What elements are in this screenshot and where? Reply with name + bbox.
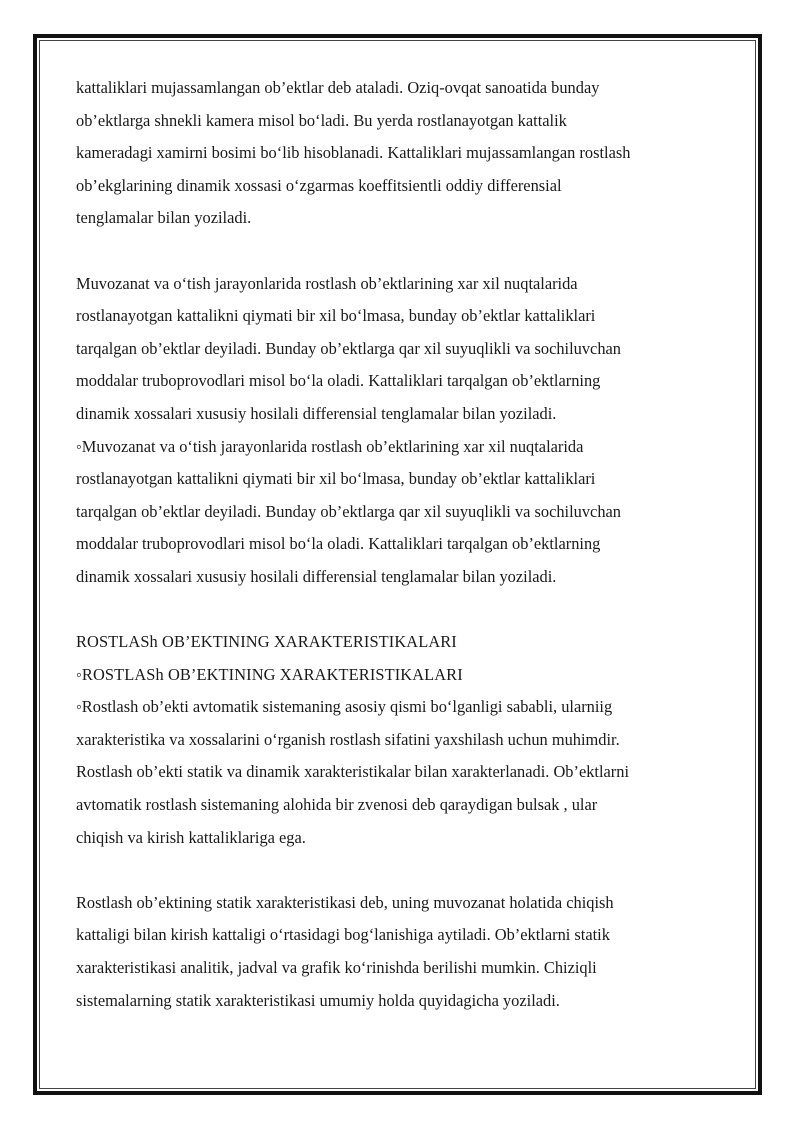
- paragraph-mujassamlangan-objects: kattaliklari mujassamlangan ob’ektlar deb ataladi. Oziq-ovqat sanoatida bunday ob’ektlarga shnekli kamera misol bo‘ladi. Bu yerda rostlanayotgan kattalik kameradagi xamirni bosimi bo‘lib hisoblanadi. Kattaliklari mujassamlangan rostlash ob’ekglarining dinamik xossasi o‘zgarmas koeffitsientli oddiy differensial tenglamalar bilan yoziladi.: [76, 78, 631, 228]
- paragraph-spacer: [76, 594, 728, 627]
- section-heading-duplicate: ◦ROSTLASh OB’EKTINING XARAKTERISTIKALARI: [76, 664, 463, 684]
- paragraph-tarqalgan-objects-duplicate: ◦Muvozanat va o‘tish jarayonlarida rostlash ob’ektlarining xar xil nuqtalarida rostlanayotgan kattalikni qiymati bir xil bo‘lmasa, bunday ob’ektlar kattaliklari tarqalgan ob’ektlar deyiladi. Bunday ob’ektlarga qar xil suyuqlikli va sochiluvchan moddalar truboprovodlari misol bo‘la oladi. Kattaliklari tarqalgan ob’ektlarning dinamik xossalari xususiy hosilali differensial tenglamalar bilan yoziladi.: [76, 436, 621, 586]
- paragraph-spacer: [76, 235, 728, 268]
- document-body: [76, 72, 728, 1017]
- paragraph-spacer: [76, 854, 728, 887]
- paragraph-tarqalgan-objects: Muvozanat va o‘tish jarayonlarida rostlash ob’ektlarining xar xil nuqtalarida rostlanayotgan kattalikni qiymati bir xil bo‘lmasa, bunday ob’ektlar kattaliklari tarqalgan ob’ektlar deyiladi. Bunday ob’ektlarga qar xil suyuqlikli va sochiluvchan moddalar truboprovodlari misol bo‘la oladi. Kattaliklari tarqalgan ob’ektlarning dinamik xossalari xususiy hosilali differensial tenglamalar bilan yoziladi.: [76, 273, 621, 423]
- paragraph-static-characteristic: Rostlash ob’ektining statik xarakteristikasi deb, uning muvozanat holatida chiqish kattaligi bilan kirish kattaligi o‘rtasidagi bog‘lanishiga aytiladi. Ob’ektlarni statik xarakteristikasi analitik, jadval va grafik ko‘rinishda berilishi mumkin. Chiziqli sistemalarning statik xarakteristikasi umumiy holda quyidagicha yoziladi.: [76, 892, 614, 1010]
- paragraph-object-characteristics: ◦Rostlash ob’ekti avtomatik sistemaning asosiy qismi bo‘lganligi sababli, ularniig xarakteristika va xossalarini o‘rganish rostlash sifatini yaxshilash uchun muhimdir. Rostlash ob’ekti statik va dinamik xarakteristikalar bilan xarakterlanadi. Ob’ektlarni avtomatik rostlash sistemaning alohida bir zvenosi deb qaraydigan bulsak , ular chiqish va kirish kattaliklariga ega.: [76, 697, 630, 847]
- section-heading: ROSTLASh OB’EKTINING XARAKTERISTIKALARI: [76, 632, 457, 652]
